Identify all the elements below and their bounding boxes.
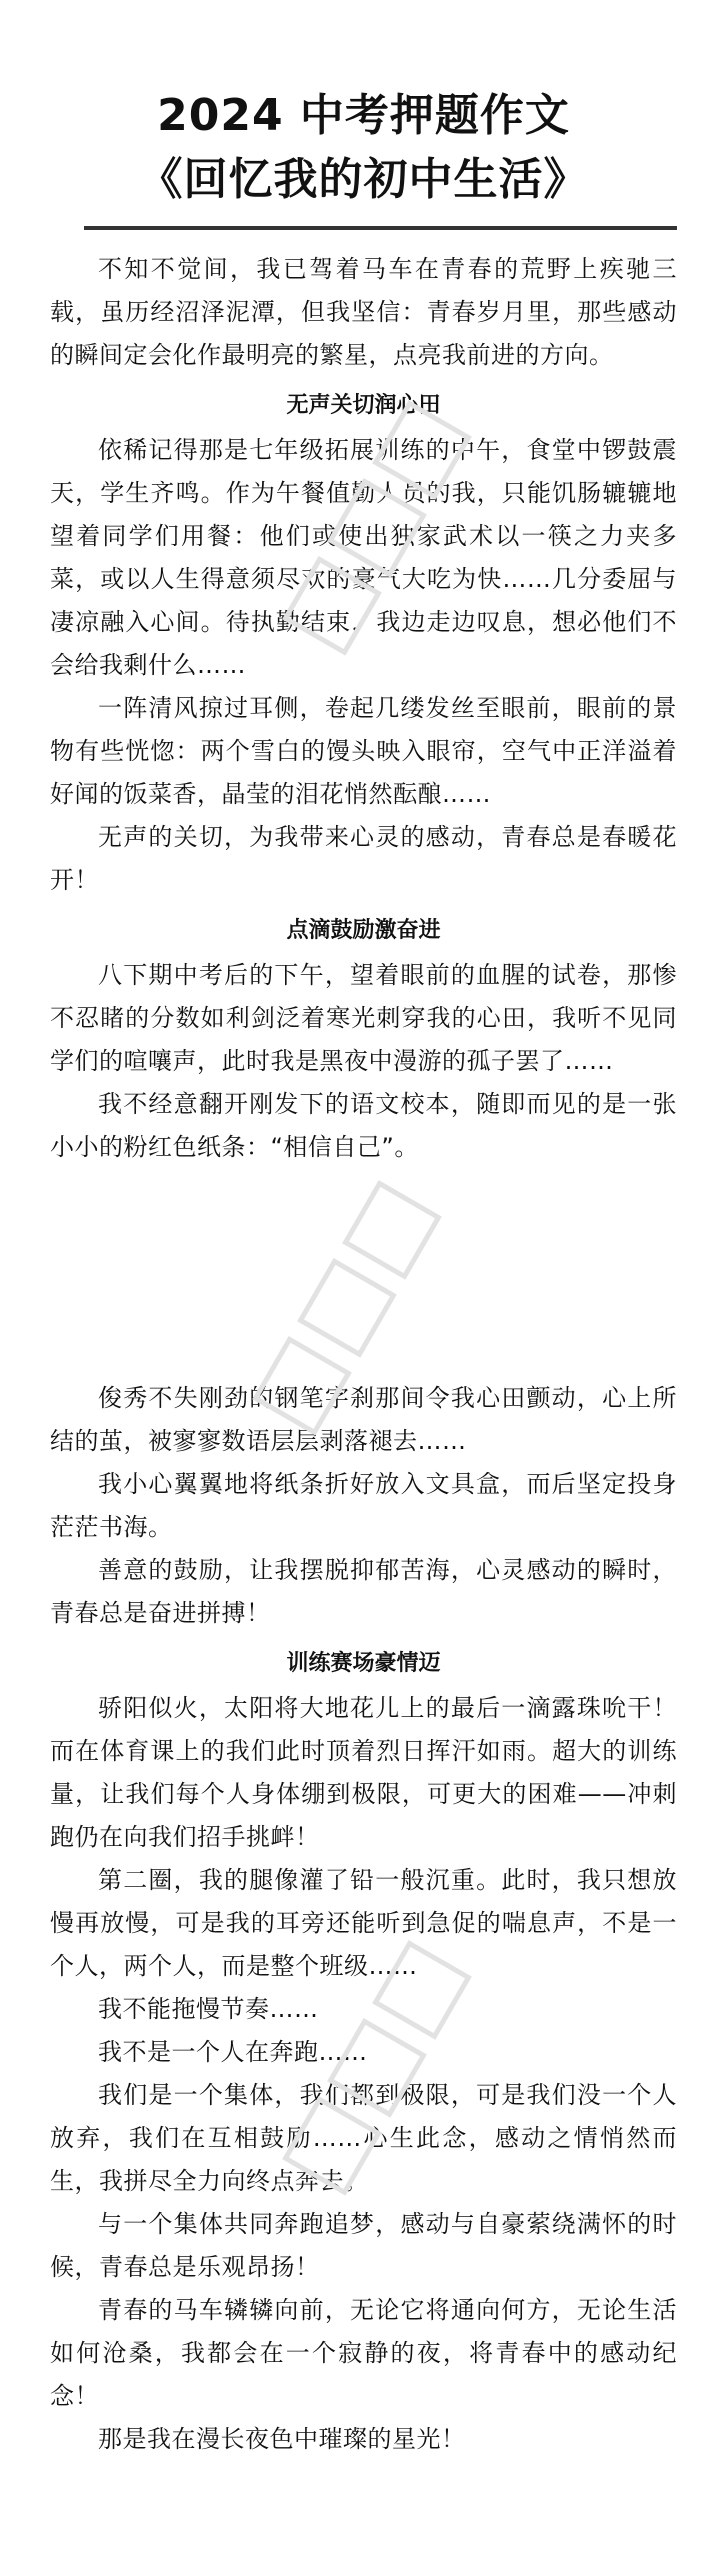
section2-paragraph: 我不经意翻开刚发下的语文校本，随即而见的是一张小小的粉红色纸条：“相信自己”。 [50,1090,677,1161]
section3-paragraph: 骄阳似火，太阳将大地花儿上的最后一滴露珠吮干！而在体育课上的我们此时顶着烈日挥汗如雨。超大的训练量，让我们每个人身体绷到极限，可更大的困难——冲刺跑仍在向我们招手挑衅！ [50,1694,677,1851]
section2-paragraph: 我小心翼翼地将纸条折好放入文具盒，而后坚定投身茫茫书海。 [50,1470,677,1541]
section3-heading: 训练赛场豪情迈 [286,1651,441,1676]
section3-paragraph: 那是我在漫长夜色中璀璨的星光！ [98,2425,466,2453]
intro-paragraph: 不知不觉间，我已驾着马车在青春的荒野上疾驰三载，虽历经沼泽泥潭，但我坚信：青春岁月里，那些感动的瞬间定会化作最明亮的繁星，点亮我前进的方向。 [50,255,677,369]
section1-paragraph: 依稀记得那是七年级拓展训练的中午，食堂中锣鼓震天，学生齐鸣。作为午餐值勤人员的我，只能饥肠辘辘地望着同学们用餐：他们或使出独家武术以一筷之力夹多菜，或以人生得意须尽欢的豪气大吃为快……几分委屈与凄凉融入心间。待执勤结束，我边走边叹息，想必他们不会给我剩什么…… [50,436,677,679]
title-line-2: 《回忆我的初中生活》 [138,154,589,205]
title-divider [84,226,677,230]
section2-heading: 点滴鼓励激奋进 [286,918,441,943]
section1-paragraph: 一阵清风掠过耳侧，卷起几缕发丝至眼前，眼前的景物有些恍惚：两个雪白的馒头映入眼帘，空气中正洋溢着好闻的饭菜香，晶莹的泪花悄然酝酿…… [50,694,677,808]
section3-paragraph: 青春的马车辚辚向前，无论它将通向何方，无论生活如何沧桑，我都会在一个寂静的夜，将青春中的感动纪念！ [50,2296,677,2410]
section3-paragraph: 我不能拖慢节奏…… [98,1995,319,2023]
section3-paragraph: 我不是一个人在奔跑…… [98,2038,368,2066]
section1-paragraph: 无声的关切，为我带来心灵的感动，青春总是春暖花开！ [50,823,677,894]
section2-paragraph: 俊秀不失刚劲的钢笔字刹那间令我心田颤动，心上所结的茧，被寥寥数语层层剥落褪去…… [50,1384,677,1455]
section3-paragraph: 与一个集体共同奔跑追梦，感动与自豪萦绕满怀的时候，青春总是乐观昂扬！ [50,2210,677,2281]
document-title [50,84,677,212]
section3-paragraph: 我们是一个集体，我们都到极限，可是我们没一个人放弃，我们在互相鼓励……心生此念，感动之情悄然而生，我拼尽全力向终点奔去。 [50,2081,677,2195]
section1-heading: 无声关切润心田 [286,393,441,418]
section3-paragraph: 第二圈，我的腿像灌了铅一般沉重。此时，我只想放慢再放慢，可是我的耳旁还能听到急促的喘息声，不是一个人，两个人，而是整个班级…… [50,1866,677,1980]
section2-paragraph: 善意的鼓励，让我摆脱抑郁苦海，心灵感动的瞬时，青春总是奋进拼搏！ [50,1556,677,1627]
title-line-1: 2024 中考押题作文 [157,90,570,141]
section2-paragraph: 八下期中考后的下午，望着眼前的血腥的试卷，那惨不忍睹的分数如利剑泛着寒光刺穿我的心田，我听不见同学们的喧嚷声，此时我是黑夜中漫游的孤子罢了…… [50,961,677,1075]
blank-gap [50,1169,677,1377]
